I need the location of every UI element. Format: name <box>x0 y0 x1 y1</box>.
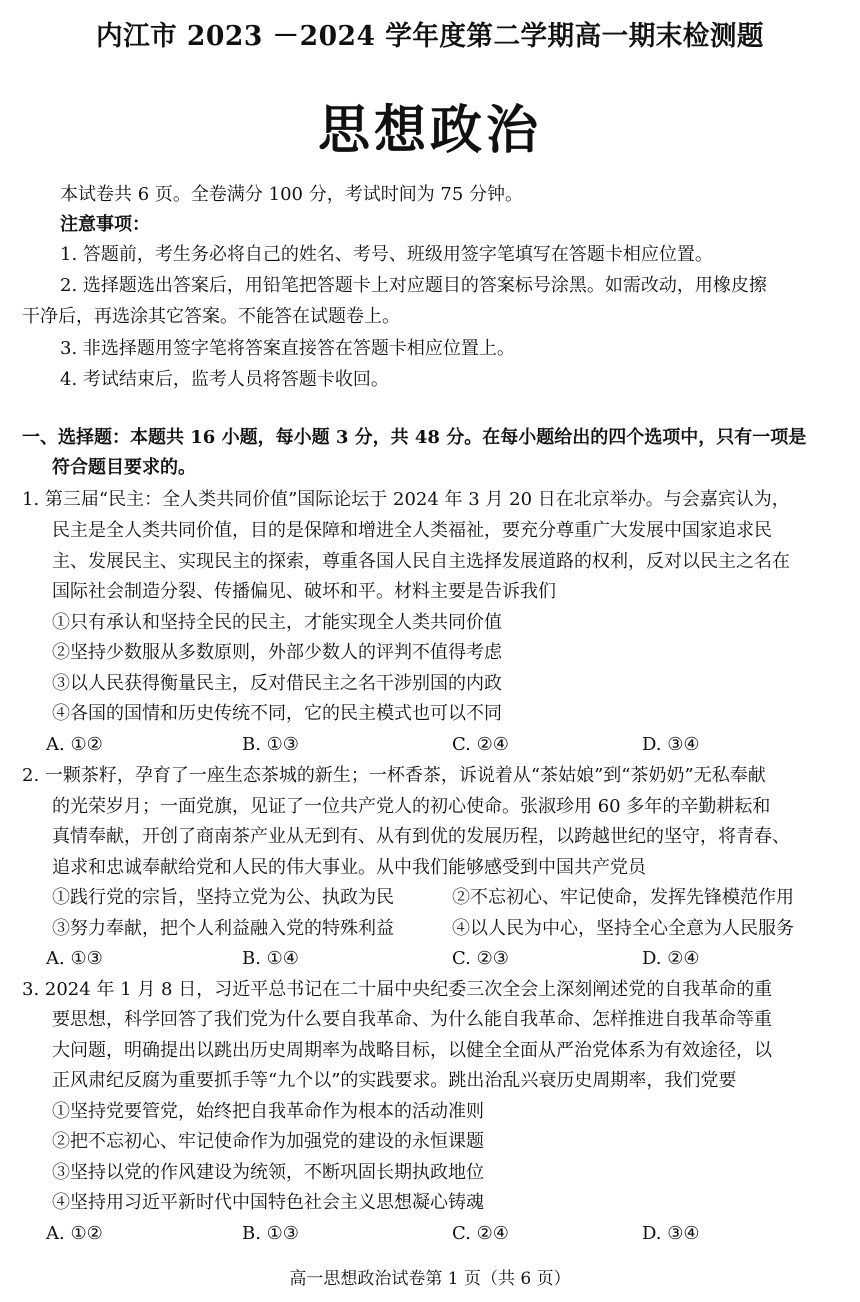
statement-item: ④坚持用习近平新时代中国特色社会主义思想凝心铸魂 <box>52 1192 484 1213</box>
question-stem: 民主是全人类共同价值，目的是保障和增进全人类福祉，要充分尊重广大发展中国家追求民 <box>52 520 772 541</box>
choice-b: B. ①③ <box>242 734 299 755</box>
statement-item: ③以人民获得衡量民主，反对借民主之名干涉别国的内政 <box>52 673 502 694</box>
choice-a: A. ①② <box>46 734 103 755</box>
exam-title: 内江市 2023 －2024 学年度第二学期高一期末检测题 <box>96 21 764 52</box>
statement-item: ③努力奉献，把个人利益融入党的特殊利益 <box>52 918 394 939</box>
notice-item: 3. 非选择题用签字笔将答案直接答在答题卡相应位置上。 <box>60 338 515 359</box>
question-stem: 要思想，科学回答了我们党为什么要自我革命、为什么能自我革命、怎样推进自我革命等重 <box>52 1009 772 1030</box>
notice-item-continuation: 干净后，再选涂其它答案。不能答在试题卷上。 <box>22 306 400 327</box>
choice-b: B. ①④ <box>242 948 299 969</box>
question-stem: 3. 2024 年 1 月 8 日，习近平总书记在二十届中央纪委三次全会上深刻阐述党的自我革命的重 <box>22 979 773 1000</box>
choice-c: C. ②④ <box>452 734 509 755</box>
statement-item: ①践行党的宗旨，坚持立党为公、执政为民 <box>52 887 394 908</box>
notice-item: 1. 答题前，考生务必将自己的姓名、考号、班级用签字笔填写在答题卡相应位置。 <box>60 244 713 265</box>
notice-title: 注意事项： <box>60 214 150 235</box>
choice-a: A. ①② <box>46 1223 103 1244</box>
statement-item: ②把不忘初心、牢记使命作为加强党的建设的永恒课题 <box>52 1131 484 1152</box>
notice-item: 2. 选择题选出答案后，用铅笔把答题卡上对应题目的答案标号涂黑。如需改动，用橡皮擦 <box>60 275 767 296</box>
choice-d: D. ②④ <box>642 948 700 969</box>
statement-item: ②坚持少数服从多数原则，外部少数人的评判不值得考虑 <box>52 642 502 663</box>
question-stem: 国际社会制造分裂、传播偏见、破坏和平。材料主要是告诉我们 <box>52 581 556 602</box>
section-heading-continuation: 符合题目要求的。 <box>52 457 196 478</box>
page-footer: 高一思想政治试卷第 1 页（共 6 页） <box>289 1269 571 1289</box>
statement-item: ④以人民为中心，坚持全心全意为人民服务 <box>452 918 794 939</box>
choice-c: C. ②④ <box>452 1223 509 1244</box>
choice-a: A. ①③ <box>46 948 103 969</box>
statement-item: ①只有承认和坚持全民的民主，才能实现全人类共同价值 <box>52 612 502 633</box>
question-stem: 2. 一颗茶籽，孕育了一座生态茶城的新生；一杯香茶，诉说着从“茶姑娘”到“茶奶奶”无私奉献 <box>22 765 766 786</box>
question-stem: 的光荣岁月；一面党旗，见证了一位共产党人的初心使命。张淑珍用 60 多年的辛勤耕耘和 <box>52 796 771 817</box>
choice-d: D. ③④ <box>642 734 700 755</box>
statement-item: ①坚持党要管党，始终把自我革命作为根本的活动准则 <box>52 1101 484 1122</box>
choice-d: D. ③④ <box>642 1223 700 1244</box>
statement-item: ③坚持以党的作风建设为统领，不断巩固长期执政地位 <box>52 1162 484 1183</box>
question-stem: 大问题，明确提出以跳出历史周期率为战略目标，以健全全面从严治党体系为有效途径，以 <box>52 1040 772 1061</box>
choice-c: C. ②③ <box>452 948 509 969</box>
question-stem: 正风肃纪反腐为重要抓手等“九个以”的实践要求。跳出治乱兴衰历史周期率，我们党要 <box>52 1070 737 1091</box>
notice-item: 4. 考试结束后，监考人员将答题卡收回。 <box>60 369 389 390</box>
question-stem: 主、发展民主、实现民主的探索，尊重各国人民自主选择发展道路的权利，反对以民主之名在 <box>52 551 790 572</box>
subject-title: 思想政治 <box>317 100 542 161</box>
question-stem: 追求和忠诚奉献给党和人民的伟大事业。从中我们能够感受到中国共产党员 <box>52 857 646 878</box>
question-stem: 真情奉献，开创了商南茶产业从无到有、从有到优的发展历程，以跨越世纪的坚守，将青春、 <box>52 826 790 847</box>
statement-item: ④各国的国情和历史传统不同，它的民主模式也可以不同 <box>52 703 502 724</box>
question-stem: 1. 第三届“民主：全人类共同价值”国际论坛于 2024 年 3 月 20 日在北京举办。与会嘉宾认为， <box>22 489 790 510</box>
exam-summary: 本试卷共 6 页。全卷满分 100 分，考试时间为 75 分钟。 <box>60 184 524 205</box>
statement-item: ②不忘初心、牢记使命，发挥先锋模范作用 <box>452 887 794 908</box>
section-heading: 一、选择题：本题共 16 小题，每小题 3 分，共 48 分。在每小题给出的四个选项中，只有一项是 <box>22 427 807 448</box>
choice-b: B. ①③ <box>242 1223 299 1244</box>
